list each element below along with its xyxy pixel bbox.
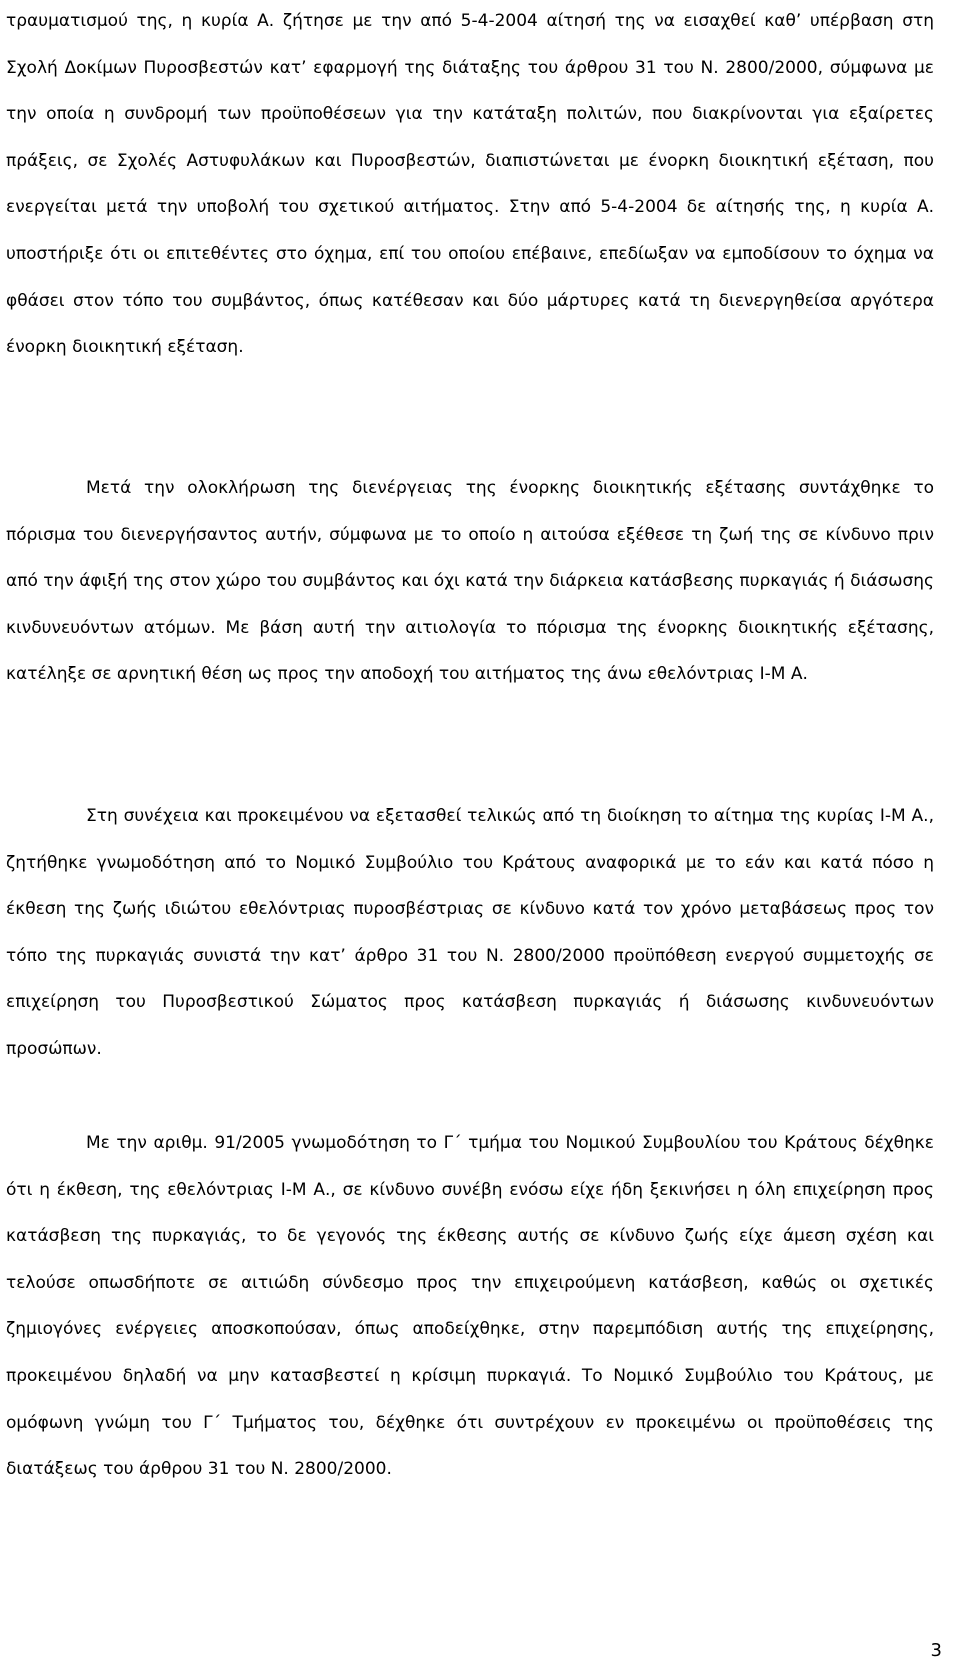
paragraph-4: Με την αριθμ. 91/2005 γνωμοδότηση το Γ΄ τμήμα του Νομικού Συμβουλίου του Κράτους δέχθηκε ότι η έκθεση, της εθελόντριας Ι-Μ Α., σε κίνδυνο συνέβη ενόσω είχε ήδη ξεκινήσει η όλη επιχείρηση προς κατάσβεση της πυρκαγιάς, το δε γεγονός της έκθεσης αυτής σε κίνδυνο ζωής είχε άμεση σχέση και τελούσε οπωσδήποτε σε αιτιώδη σύνδεσμο προς την επιχειρούμενη κατάσβεση, καθώς οι σχετικές ζημιογόνες ενέργειες αποσκοπούσαν, όπως αποδείχθηκε, στην παρεμπόδιση αυτής της επιχείρησης, προκειμένου δηλαδή να μην κατασβεστεί η κρίσιμη πυρκαγιά. Το Νομικό Συμβούλιο του Κράτους, με ομόφωνη γνώμη του Γ΄ Τμήματος του, δέχθηκε ότι συντρέχουν εν προκειμένω οι προϋποθέσεις της διατάξεως του άρθρου 31 του Ν. 2800/2000. (6, 1133, 934, 1480)
paragraph-2: Μετά την ολοκλήρωση της διενέργειας της ένορκης διοικητικής εξέτασης συντάχθηκε το πόρισμα του διενεργήσαντος αυτήν, σύμφωνα με το οποίο η αιτούσα εξέθεσε τη ζωή της σε κίνδυνο πριν από την άφιξή της στον χώρο του συμβάντος και όχι κατά την διάρκεια κατάσβεσης πυρκαγιάς ή διάσωσης κινδυνευόντων ατόμων. Με βάση αυτή την αιτιολογία το πόρισμα της ένορκης διοικητικής εξέτασης, κατέληξε σε αρνητική θέση ως προς την αποδοχή του αιτήματος της άνω εθελόντριας Ι-Μ Α. (6, 478, 934, 685)
paragraph-1: τραυματισμού της, η κυρία Α. ζήτησε με την από 5-4-2004 αίτησή της να εισαχθεί καθ’ υπέρβαση στη Σχολή Δοκίμων Πυροσβεστών κατ’ εφαρμογή της διάταξης του άρθρου 31 του Ν. 2800/2000, σύμφωνα με την οποία η συνδρομή των προϋποθέσεων για την κατάταξη πολιτών, που διακρίνονται για εξαίρετες πράξεις, σε Σχολές Αστυφυλάκων και Πυροσβεστών, διαπιστώνεται με ένορκη διοικητική εξέταση, που ενεργείται μετά την υποβολή του σχετικού αιτήματος. Στην από 5-4-2004 δε αίτησής της, η κυρία Α. υποστήριξε ότι οι επιτεθέντες στο όχημα, επί του οποίου επέβαινε, επεδίωξαν να εμποδίσουν το όχημα να φθάσει στον τόπο του συμβάντος, όπως κατέθεσαν και δύο μάρτυρες κατά τη διενεργηθείσα αργότερα ένορκη διοικητική εξέταση. (6, 11, 934, 358)
page-number: 3 (930, 1640, 942, 1661)
paragraph-3: Στη συνέχεια και προκειμένου να εξετασθεί τελικώς από τη διοίκηση το αίτημα της κυρίας Ι-Μ Α., ζητήθηκε γνωμοδότηση από το Νομικό Συμβούλιο του Κράτους αναφορικά με το εάν και κατά πόσο η έκθεση της ζωής ιδιώτου εθελόντριας πυροσβέστριας σε κίνδυνο κατά τον χρόνο μεταβάσεως προς τον τόπο της πυρκαγιάς συνιστά την κατ’ άρθρο 31 του Ν. 2800/2000 προϋπόθεση ενεργού συμμετοχής σε επιχείρηση του Πυροσβεστικού Σώματος προς κατάσβεση πυρκαγιάς ή διάσωσης κινδυνευόντων προσώπων. (6, 806, 934, 1059)
